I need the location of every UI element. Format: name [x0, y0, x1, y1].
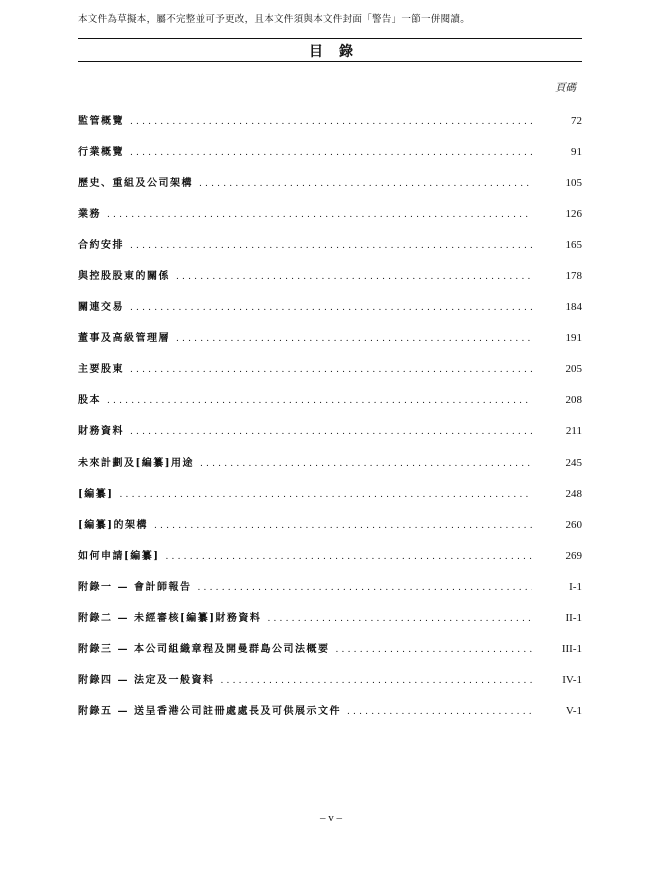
toc-entry-page: I-1: [569, 580, 582, 593]
toc-entry-page: 205: [565, 363, 582, 376]
toc-entry[interactable]: [78, 422, 582, 453]
dot-leader: [130, 365, 532, 375]
dot-leader: [107, 396, 532, 406]
toc-entry[interactable]: [78, 671, 582, 702]
toc-entry-page: 260: [565, 518, 582, 531]
toc-entry-page: 191: [565, 332, 582, 345]
dot-leader: [119, 490, 532, 500]
toc-entry-label: 主要股東: [78, 364, 124, 376]
title-top-rule: [78, 38, 582, 39]
toc-entry-page: IV-1: [562, 673, 582, 686]
toc-entry[interactable]: [78, 329, 582, 360]
toc-entry-label: 股本: [78, 395, 101, 407]
toc-entry[interactable]: [78, 516, 582, 547]
toc-entry-page: V-1: [565, 704, 582, 717]
toc-entry-label: 未來計劃及[編纂]用途: [78, 457, 194, 469]
toc-entry-page: 126: [565, 208, 582, 221]
dot-leader: [107, 210, 532, 220]
title-bottom-rule: [78, 61, 582, 62]
table-of-contents: [78, 112, 582, 733]
dot-leader: [130, 241, 532, 251]
toc-entry-label: 關連交易: [78, 302, 124, 314]
page-title: 目錄: [309, 44, 369, 60]
toc-entry-page: 72: [571, 115, 582, 127]
toc-entry[interactable]: [78, 702, 582, 733]
toc-entry-page: 248: [565, 487, 582, 500]
dot-leader: [130, 427, 532, 437]
toc-entry-page: 245: [565, 456, 582, 469]
toc-entry[interactable]: [78, 640, 582, 671]
toc-entry-label: 附錄二 — 未經審核[編纂]財務資料: [78, 612, 262, 624]
dot-leader: [130, 117, 532, 127]
toc-entry-label: 監管概覽: [78, 116, 124, 127]
toc-entry-label: 附錄三 — 本公司組織章程及開曼群島公司法概要: [78, 643, 330, 655]
toc-entry-label: 財務資料: [78, 426, 124, 438]
toc-entry-page: 91: [571, 146, 582, 159]
dot-leader: [199, 179, 532, 189]
dot-leader: [200, 459, 532, 469]
toc-entry-page: 105: [565, 177, 582, 190]
toc-entry[interactable]: [78, 143, 582, 174]
toc-entry-label: 如何申請[編纂]: [78, 550, 160, 562]
toc-entry-label: 行業概覽: [78, 147, 124, 159]
toc-entry[interactable]: [78, 485, 582, 516]
dot-leader: [176, 334, 532, 344]
toc-entry-page: 269: [565, 549, 582, 562]
toc-entry[interactable]: [78, 578, 582, 609]
dot-leader: [197, 583, 532, 593]
dot-leader: [154, 521, 532, 531]
dot-leader: [176, 272, 532, 282]
toc-entry-page: 165: [565, 239, 582, 252]
toc-entry-label: 董事及高級管理層: [78, 333, 170, 345]
toc-entry-label: 附錄五 — 送呈香港公司註冊處處長及可供展示文件: [78, 705, 341, 717]
toc-entry[interactable]: [78, 298, 582, 329]
toc-entry-label: 附錄四 — 法定及一般資料: [78, 674, 215, 686]
toc-entry-page: III-1: [561, 642, 582, 655]
page-number-footer: – v –: [320, 812, 342, 824]
page-column-label: 頁碼: [555, 82, 576, 94]
toc-entry[interactable]: [78, 205, 582, 236]
toc-entry[interactable]: [78, 267, 582, 298]
toc-entry-page: 184: [565, 301, 582, 314]
toc-entry-label: 合約安排: [78, 240, 124, 252]
toc-entry-page: 178: [565, 270, 582, 283]
dot-leader: [165, 552, 532, 562]
dot-leader: [220, 676, 532, 686]
dot-leader: [130, 303, 532, 313]
toc-entry[interactable]: [78, 112, 582, 143]
toc-entry-label: 業務: [78, 209, 101, 221]
toc-entry-label: [編纂]的架構: [78, 519, 148, 531]
toc-entry-page: 211: [565, 425, 582, 438]
toc-entry[interactable]: [78, 391, 582, 422]
toc-entry[interactable]: [78, 360, 582, 391]
toc-entry-label: 歷史、重組及公司架構: [78, 178, 193, 190]
toc-entry[interactable]: [78, 174, 582, 205]
toc-entry[interactable]: [78, 547, 582, 578]
toc-entry[interactable]: [78, 609, 582, 640]
toc-entry-page: 208: [565, 394, 582, 407]
toc-entry[interactable]: [78, 236, 582, 267]
dot-leader: [347, 707, 532, 717]
draft-notice: 本文件為草擬本，屬不完整並可予更改，且本文件須與本文件封面「警告」一節一併閱讀。: [78, 14, 471, 25]
toc-entry-label: 與控股股東的關係: [78, 271, 170, 283]
toc-entry-page: II-1: [565, 611, 582, 624]
dot-leader: [335, 645, 532, 655]
dot-leader: [130, 148, 532, 158]
toc-entry-label: 附錄一 — 會計師報告: [78, 581, 192, 593]
toc-entry-label: [編纂]: [78, 488, 114, 500]
toc-entry[interactable]: [78, 454, 582, 485]
dot-leader: [267, 614, 532, 624]
